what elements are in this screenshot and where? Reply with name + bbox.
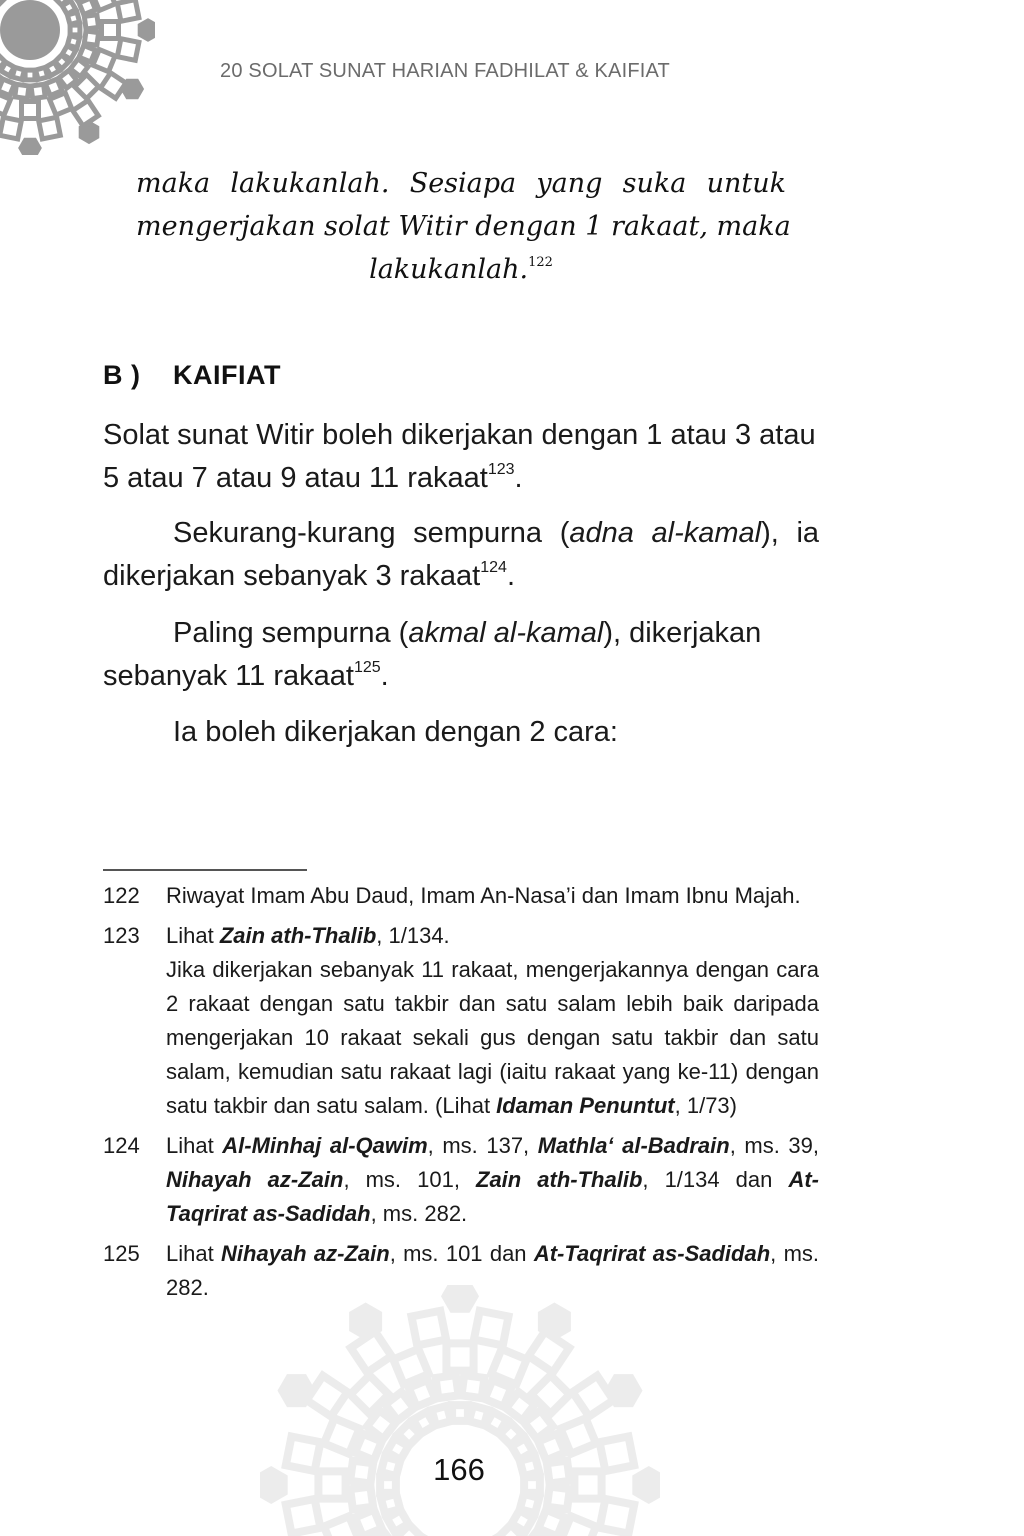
hadith-quote: [136, 162, 791, 291]
quote-line-last: [136, 248, 786, 291]
footnote-number: 122: [103, 883, 140, 908]
punctuation: .: [514, 462, 523, 494]
footnote-text: , ms. 282.: [166, 1241, 820, 1300]
book-title: Al-Minhaj al-Qawim: [222, 1133, 428, 1158]
islamic-rosette-watermark-icon: [260, 1285, 660, 1536]
book-title: At-Taqrirat as-Sadidah: [166, 1167, 819, 1226]
footnote-123: [103, 919, 819, 1123]
footnote-text: Lihat: [166, 1241, 222, 1266]
running-header: 20 SOLAT SUNAT HARIAN FADHILAT & KAIFIAT: [220, 60, 670, 82]
punctuation: .: [380, 660, 389, 692]
islamic-rosette-ornament-icon: [0, 0, 155, 155]
quote-line: mengerjakan solat Witir dengan 1 rakaat, maka: [136, 211, 791, 242]
quote-line: maka lakukanlah. Sesiapa yang suka untuk: [136, 168, 786, 199]
paragraph-text: ), ia dikerjakan sebanyak 3 rakaat: [103, 517, 820, 592]
book-title: Zain ath-Thalib: [476, 1167, 643, 1192]
italic-term: adna al-kamal: [569, 517, 762, 549]
book-title: Mathla‘ al-Badrain: [537, 1133, 730, 1158]
footnote-ref: 124: [480, 559, 507, 576]
book-title: Idaman Penuntut: [496, 1093, 675, 1118]
footnote-text: Lihat: [166, 923, 220, 948]
book-title: At-Taqrirat as-Sadidah: [533, 1241, 771, 1266]
footnote-text: , ms. 137,: [427, 1133, 538, 1158]
footnote-text: , 1/134.: [376, 923, 450, 948]
paragraph-text: Ia boleh dikerjakan dengan 2 cara:: [173, 716, 618, 748]
footnote-number: 123: [103, 923, 140, 948]
paragraph: [103, 512, 819, 598]
footnote-ref: 125: [353, 659, 381, 676]
book-title: Zain ath-Thalib: [219, 923, 377, 948]
punctuation: .: [506, 560, 515, 592]
footnote-ref: 122: [528, 255, 553, 270]
footnote-122: [103, 879, 819, 913]
footnote-number: 124: [103, 1133, 140, 1158]
footnote-text: , ms. 39,: [729, 1133, 819, 1158]
paragraph-text: Sekurang-kurang sempurna (: [173, 517, 570, 549]
footnote-number: 125: [103, 1241, 140, 1266]
footnote-125: [103, 1237, 819, 1305]
section-heading: [103, 360, 281, 391]
footnote-text: Riwayat Imam Abu Daud, Imam An-Nasa’i dan Imam Ibnu Majah.: [166, 883, 801, 908]
section-title: KAIFIAT: [173, 360, 281, 390]
footnote-text: , 1/73): [674, 1093, 737, 1118]
section-letter: B ): [103, 360, 141, 390]
paragraph: [103, 711, 819, 754]
italic-term: akmal al-kamal: [408, 617, 604, 649]
footnote-text: , 1/134 dan: [642, 1167, 789, 1192]
book-title: Nihayah az-Zain: [221, 1241, 390, 1266]
paragraph: [103, 414, 819, 500]
footnote-text: Lihat: [166, 1133, 223, 1158]
footnote-text: , ms. 101 dan: [389, 1241, 534, 1266]
paragraph: [103, 612, 819, 698]
footnote-text: , ms. 282.: [370, 1201, 468, 1226]
footnote-text: , ms. 101,: [343, 1167, 476, 1192]
quote-text: lakukanlah.: [369, 254, 529, 285]
footnote-ref: 123: [487, 461, 515, 478]
footnote-divider: [103, 869, 307, 871]
paragraph-text: Paling sempurna (: [173, 617, 409, 649]
footnote-124: [103, 1129, 819, 1231]
footnotes: [103, 879, 819, 1311]
paragraph-text: ), dikerjakan sebanyak 11 rakaat: [103, 617, 762, 692]
page-number: 166: [433, 1452, 485, 1487]
book-title: Nihayah az-Zain: [166, 1167, 344, 1192]
footnote-text: Jika dikerjakan sebanyak 11 rakaat, mengerjakannya dengan cara 2 rakaat dengan satu takbir dan satu salam lebih baik daripada mengerjakan 10 rakaat sekali gus dengan satu takbir dan satu salam, kemudian satu rakaat lagi (iaitu rakaat yang ke-11) dengan satu takbir dan satu salam. (Lihat: [166, 957, 819, 1118]
paragraph-text: Solat sunat Witir boleh dikerjakan dengan 1 atau 3 atau 5 atau 7 atau 9 atau 11 rakaat: [103, 419, 816, 494]
